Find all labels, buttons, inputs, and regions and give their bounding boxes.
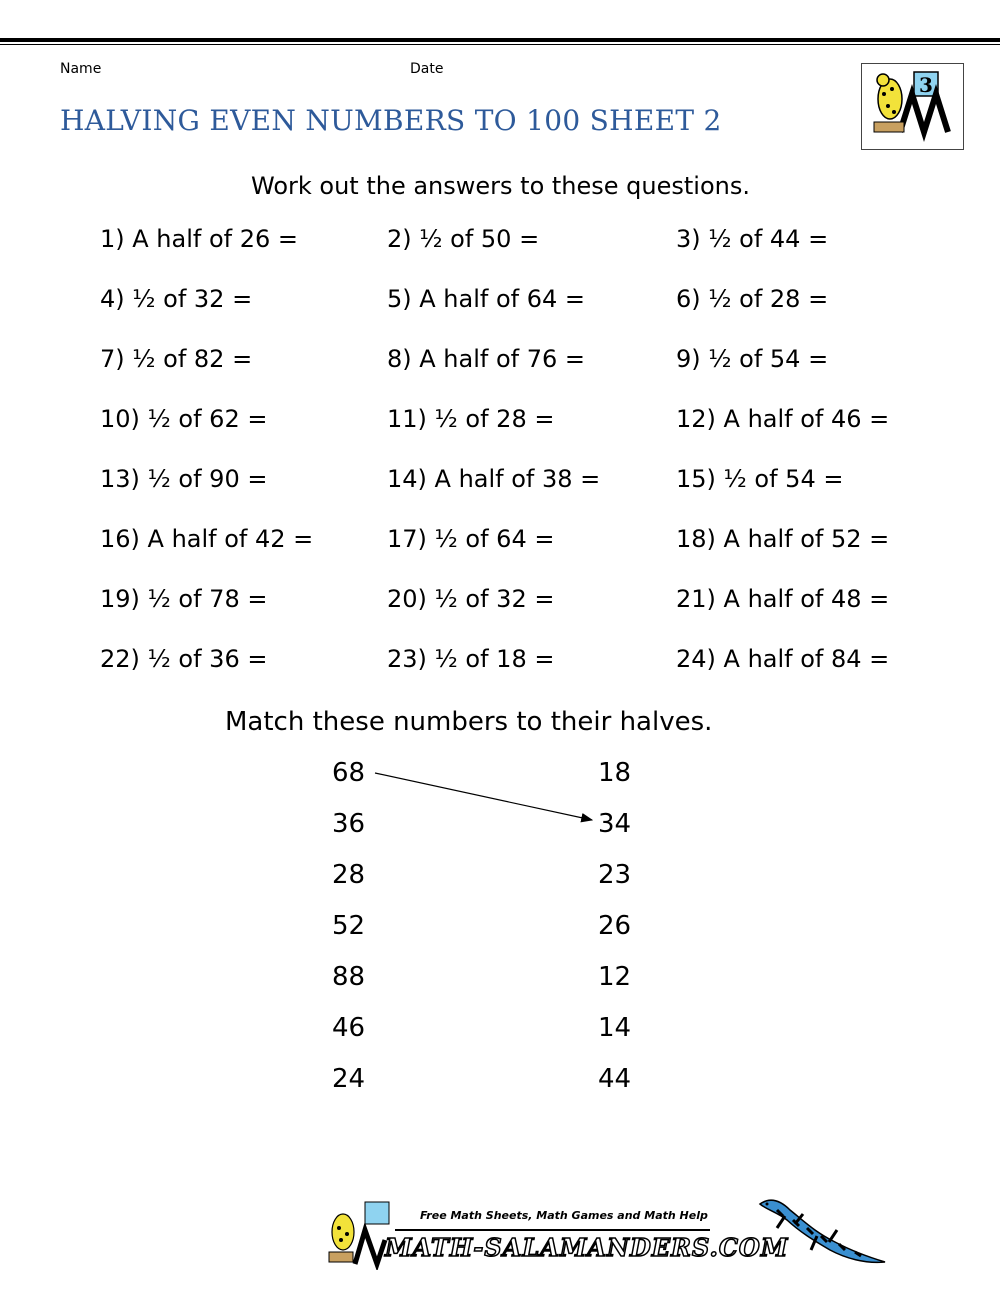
- logo-grade: 3: [919, 73, 933, 97]
- question-1: 1) A half of 26 =: [100, 225, 299, 253]
- match-left-3: 28: [332, 860, 366, 890]
- question-2: 2) ½ of 50 =: [387, 225, 540, 253]
- question-15: 15) ½ of 54 =: [676, 465, 844, 493]
- question-20: 20) ½ of 32 =: [387, 585, 555, 613]
- question-17: 17) ½ of 64 =: [387, 525, 555, 553]
- question-11: 11) ½ of 28 =: [387, 405, 555, 433]
- match-right-5: 12: [598, 962, 632, 992]
- question-16: 16) A half of 42 =: [100, 525, 314, 553]
- footer-divider: [395, 1229, 710, 1231]
- match-left-4: 52: [332, 911, 366, 941]
- question-21: 21) A half of 48 =: [676, 585, 890, 613]
- instruction-matching: Match these numbers to their halves.: [225, 707, 713, 737]
- match-left-5: 88: [332, 962, 366, 992]
- question-5: 5) A half of 64 =: [387, 285, 586, 313]
- question-10: 10) ½ of 62 =: [100, 405, 268, 433]
- question-3: 3) ½ of 44 =: [676, 225, 829, 253]
- question-4: 4) ½ of 32 =: [100, 285, 253, 313]
- match-right-1: 18: [598, 758, 632, 788]
- question-7: 7) ½ of 82 =: [100, 345, 253, 373]
- match-right-2: 34: [598, 809, 632, 839]
- footer-tagline: Free Math Sheets, Math Games and Math Help: [420, 1209, 708, 1222]
- salamander-illustration: [755, 1192, 890, 1272]
- question-22: 22) ½ of 36 =: [100, 645, 268, 673]
- question-24: 24) A half of 84 =: [676, 645, 890, 673]
- match-right-3: 23: [598, 860, 632, 890]
- date-label: Date: [410, 61, 444, 77]
- question-19: 19) ½ of 78 =: [100, 585, 268, 613]
- match-right-7: 44: [598, 1064, 632, 1094]
- match-right-6: 14: [598, 1013, 632, 1043]
- question-14: 14) A half of 38 =: [387, 465, 601, 493]
- question-8: 8) A half of 76 =: [387, 345, 586, 373]
- match-left-1: 68: [332, 758, 366, 788]
- match-left-6: 46: [332, 1013, 366, 1043]
- question-13: 13) ½ of 90 =: [100, 465, 268, 493]
- question-23: 23) ½ of 18 =: [387, 645, 555, 673]
- match-left-7: 24: [332, 1064, 366, 1094]
- footer-site-link[interactable]: MATH-SALAMANDERS.COM: [385, 1233, 789, 1262]
- page-title: HALVING EVEN NUMBERS TO 100 SHEET 2: [60, 104, 722, 137]
- question-18: 18) A half of 52 =: [676, 525, 890, 553]
- instruction-questions: Work out the answers to these questions.: [251, 172, 750, 200]
- salamander-icon: [755, 1192, 890, 1272]
- question-6: 6) ½ of 28 =: [676, 285, 829, 313]
- name-label: Name: [60, 61, 102, 77]
- question-12: 12) A half of 46 =: [676, 405, 890, 433]
- match-right-4: 26: [598, 911, 632, 941]
- question-9: 9) ½ of 54 =: [676, 345, 829, 373]
- match-left-2: 36: [332, 809, 366, 839]
